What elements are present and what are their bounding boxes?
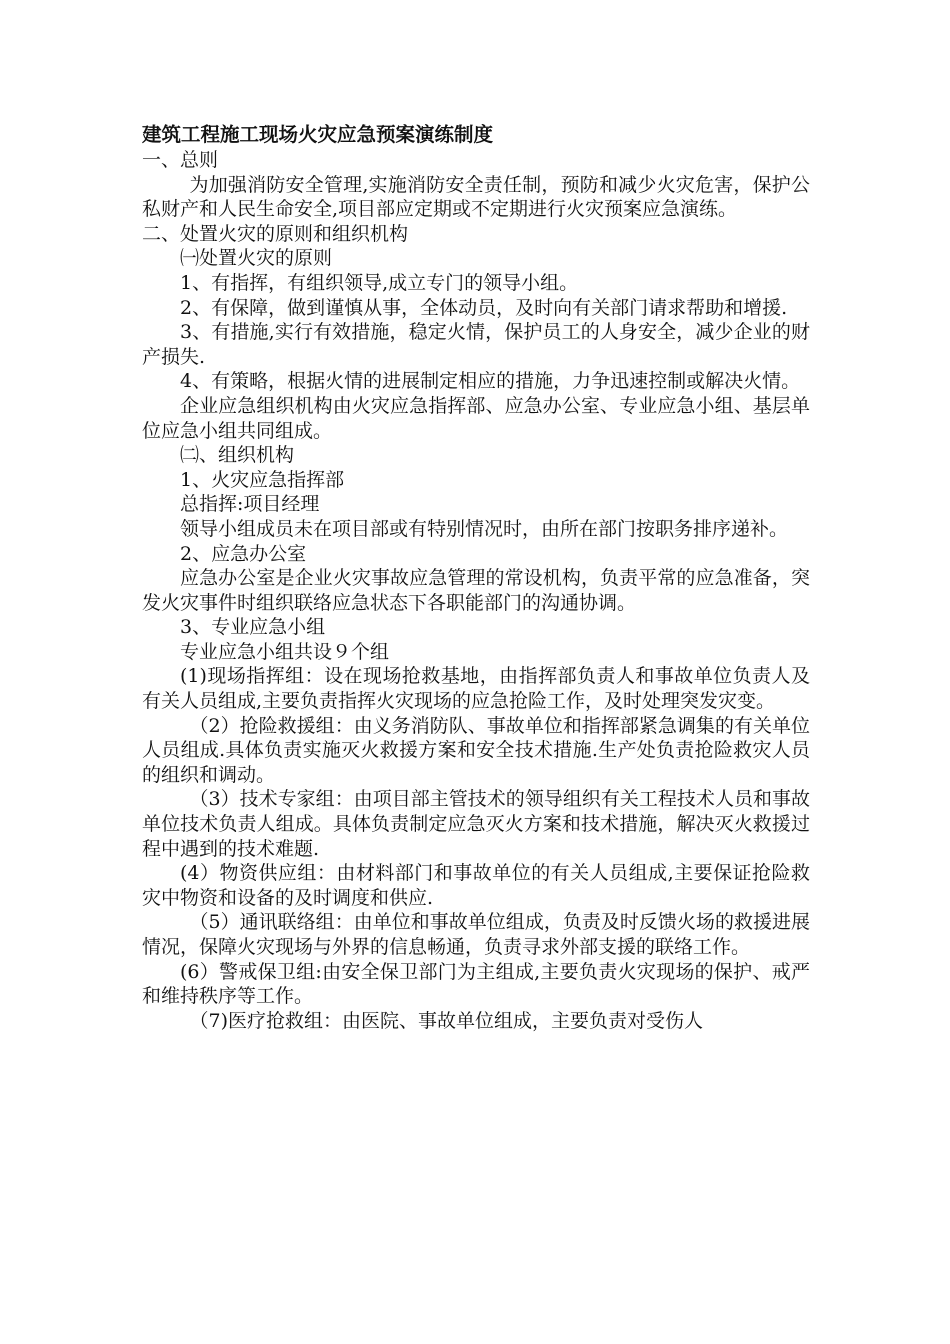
paragraph: 为加强消防安全管理,实施消防安全责任制，预防和减少火灾危害，保护公私财产和人民生命安全,项目部应定期或不定期进行火灾预案应急演练。 — [142, 173, 810, 221]
list-item: 4、有策略，根据火情的进展制定相应的措施，力争迅速控制或解决火情。 — [180, 370, 801, 393]
paragraph: 总指挥:项目经理 — [180, 493, 320, 516]
subsection-heading: ㈠处置火灾的原则 — [180, 247, 333, 270]
list-item: 2、有保障，做到谨慎从事，全体动员，及时向有关部门请求帮助和增援. — [180, 296, 788, 319]
list-item: 3、专业应急小组 — [180, 616, 326, 639]
subsection-heading: ㈡、组织机构 — [180, 444, 295, 467]
list-item: (1)现场指挥组：设在现场抢救基地，由指挥部负责人和事故单位负责人及有关人员组成,主要负责指挥火灾现场的应急抢险工作，及时处理突发灾变。 — [142, 665, 810, 713]
paragraph: 应急办公室是企业火灾事故应急管理的常设机构，负责平常的应急准备，突发火灾事件时组织联络应急状态下各职能部门的沟通协调。 — [142, 567, 810, 614]
paragraph: 领导小组成员未在项目部或有特别情况时，由所在部门按职务排序递补。 — [180, 517, 789, 540]
list-item: （2）抢险救援组：由义务消防队、事故单位和指挥部紧急调集的有关单位人员组成.具体负责实施灭火救援方案和安全技术措施.生产处负责抢险救灾人员的组织和调动。 — [142, 714, 810, 786]
paragraph: 专业应急小组共设９个组 — [180, 640, 390, 663]
document-page — [142, 122, 810, 1033]
list-item: (6）警戒保卫组:由安全保卫部门为主组成,主要负责火灾现场的保护、戒严和维持秩序等工作。 — [142, 960, 810, 1008]
paragraph: 企业应急组织机构由火灾应急指挥部、应急办公室、专业应急小组、基层单位应急小组共同组成。 — [142, 394, 810, 442]
list-item: （3）技术专家组：由项目部主管技术的领导组织有关工程技术人员和事故单位技术负责人组成。具体负责制定应急灭火方案和技术措施，解决灭火救援过程中遇到的技术难题. — [142, 788, 810, 860]
document-title: 建筑工程施工现场火灾应急预案演练制度 — [142, 123, 494, 146]
list-item: (4）物资供应组：由材料部门和事故单位的有关人员组成,主要保证抢险救灾中物资和设备的及时调度和供应. — [142, 862, 810, 909]
list-item: 1、火灾应急指挥部 — [180, 468, 345, 491]
list-item: 2、应急办公室 — [180, 542, 307, 565]
list-item: （7)医疗抢救组：由医院、事故单位组成，主要负责对受伤人 — [189, 1009, 704, 1032]
section-heading: 一、总则 — [142, 149, 219, 171]
list-item: （5）通讯联络组：由单位和事故单位组成，负责及时反馈火场的救援进展情况，保障火灾现场与外界的信息畅通，负责寻求外部支援的联络工作。 — [142, 911, 810, 958]
list-item: 1、有指挥，有组织领导,成立专门的领导小组。 — [180, 271, 579, 294]
list-item: 3、有措施,实行有效措施，稳定火情，保护员工的人身安全，减少企业的财产损失. — [142, 321, 810, 368]
section-heading: 二、处置火灾的原则和组织机构 — [142, 222, 409, 245]
